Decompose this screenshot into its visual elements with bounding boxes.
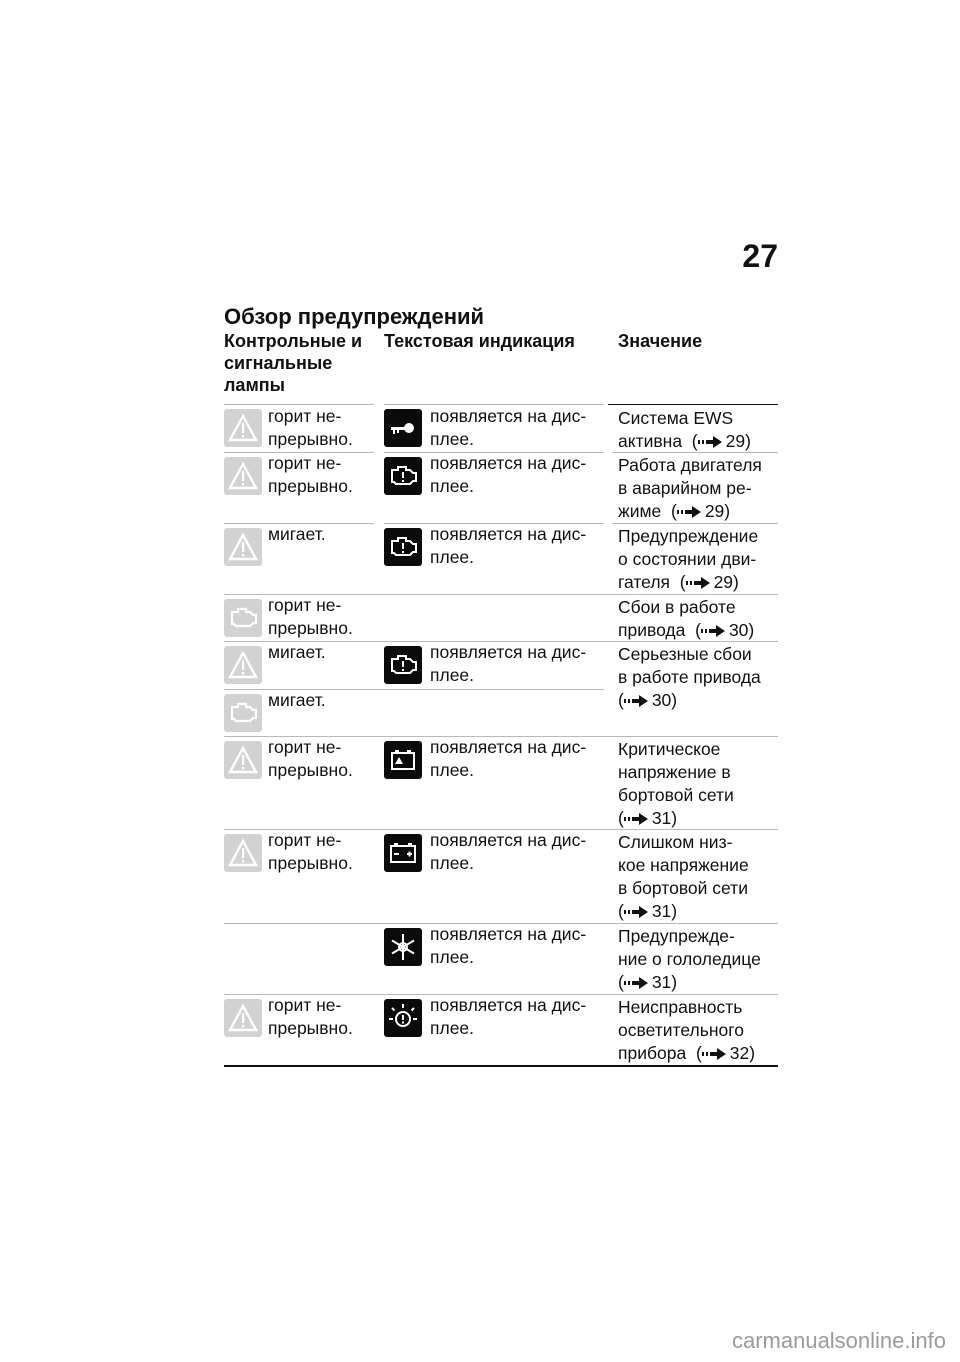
display-text: появляется на дис-плее. [430, 406, 587, 449]
lamp-state: горит не-прерывно. [268, 406, 353, 449]
lamp-state: горит не-прерывно. [268, 453, 353, 496]
lamp-state: горит не-прерывно. [268, 595, 353, 638]
display-text: появляется на дис-плее. [430, 524, 587, 567]
warning-triangle-icon [224, 834, 262, 872]
lamp-state: горит не-прерывно. [268, 995, 353, 1038]
lamp-state: мигает. [268, 642, 326, 662]
warning-triangle-icon [224, 646, 262, 684]
meaning-cell: Серьезные сбои в работе привода ( 30) [618, 644, 761, 710]
reference-arrow-icon [624, 906, 650, 918]
reference-arrow-icon [624, 695, 650, 707]
display-text: появляется на дис-плее. [430, 737, 587, 780]
meaning-cell: Предупреждение о состоянии дви- гателя ( 29) [618, 526, 759, 592]
engine-icon [224, 599, 262, 637]
header-lamps: Контрольные и сигнальные лампы [224, 331, 363, 395]
page-reference: 31) [651, 901, 678, 921]
page-reference: 29) [713, 572, 739, 592]
meaning-text: Предупреждение о состоянии дви- гателя [618, 526, 759, 592]
reference-arrow-icon [698, 436, 724, 448]
reference-arrow-icon [701, 625, 727, 637]
display-text: появляется на дис-плее. [430, 453, 587, 496]
reference-arrow-icon [624, 813, 650, 825]
header-meaning: Значение [618, 331, 703, 351]
reference-arrow-icon [677, 506, 703, 518]
header-text-display: Текстовая индикация [384, 331, 575, 351]
meaning-cell: Система EWS активна ( 29) [618, 408, 751, 451]
meaning-cell: Предупрежде- ние о гололедице ( 31) [618, 926, 761, 992]
lamp-fault-icon [384, 999, 422, 1037]
battery-icon [384, 834, 422, 872]
engine-icon [384, 646, 422, 684]
warning-triangle-icon [224, 741, 262, 779]
meaning-text: Сбои в работе привода [618, 597, 736, 640]
meaning-cell: Критическое напряжение в бортовой сети ( 31) [618, 739, 734, 828]
display-text: появляется на дис-плее. [430, 995, 587, 1038]
watermark: carmanualsonline.info [731, 1328, 946, 1353]
display-text: появляется на дис-плее. [430, 924, 587, 967]
warning-triangle-icon [224, 409, 262, 447]
engine-icon [384, 528, 422, 566]
page-reference: 30) [651, 690, 678, 710]
meaning-cell: Слишком низ- кое напряжение в бортовой сети ( 31) [618, 832, 749, 921]
section-title: Обзор предупреждений [224, 304, 485, 329]
meaning-text: Слишком низ- кое напряжение в бортовой сети [618, 832, 749, 898]
table-bottom-rule [224, 1065, 778, 1067]
key-icon [384, 409, 422, 447]
lamp-state: горит не-прерывно. [268, 830, 353, 873]
meaning-cell: Работа двигателя в аварийном ре- жиме ( 29) [618, 455, 762, 521]
meaning-text: Работа двигателя в аварийном ре- жиме [618, 455, 762, 521]
page-reference: 30) [728, 620, 755, 640]
reference-arrow-icon [686, 577, 712, 589]
meaning-text: Критическое напряжение в бортовой сети [618, 739, 734, 805]
reference-arrow-icon [624, 977, 650, 989]
lamp-state: мигает. [268, 524, 326, 544]
page-reference: 31) [651, 972, 678, 992]
header-divider [608, 404, 778, 405]
page-reference: 32) [729, 1043, 756, 1063]
warning-triangle-icon [224, 528, 262, 566]
meaning-text: Неисправность осветительного прибора [618, 997, 744, 1063]
page-number: 27 [742, 238, 778, 274]
snowflake-icon [384, 928, 422, 966]
meaning-text: Система EWS активна [618, 408, 734, 451]
page-reference: 29) [704, 501, 731, 521]
page-reference: 29) [725, 431, 751, 451]
warning-triangle-icon [224, 999, 262, 1037]
lamp-state: мигает. [268, 690, 326, 710]
meaning-text: Серьезные сбои в работе привода [618, 644, 761, 687]
page-reference: 31) [651, 808, 678, 828]
lamp-state: горит не-прерывно. [268, 737, 353, 780]
meaning-text: Предупрежде- ние о гололедице [618, 926, 761, 969]
engine-icon [224, 694, 262, 732]
meaning-cell: Неисправность осветительного прибора ( 32) [618, 997, 756, 1063]
warning-triangle-icon [224, 457, 262, 495]
display-text: появляется на дис-плее. [430, 830, 587, 873]
display-text: появляется на дис-плее. [430, 642, 587, 685]
battery-warning-icon [384, 741, 422, 779]
reference-arrow-icon [702, 1048, 728, 1060]
engine-icon [384, 457, 422, 495]
meaning-cell: Сбои в работе привода ( 30) [618, 597, 755, 640]
